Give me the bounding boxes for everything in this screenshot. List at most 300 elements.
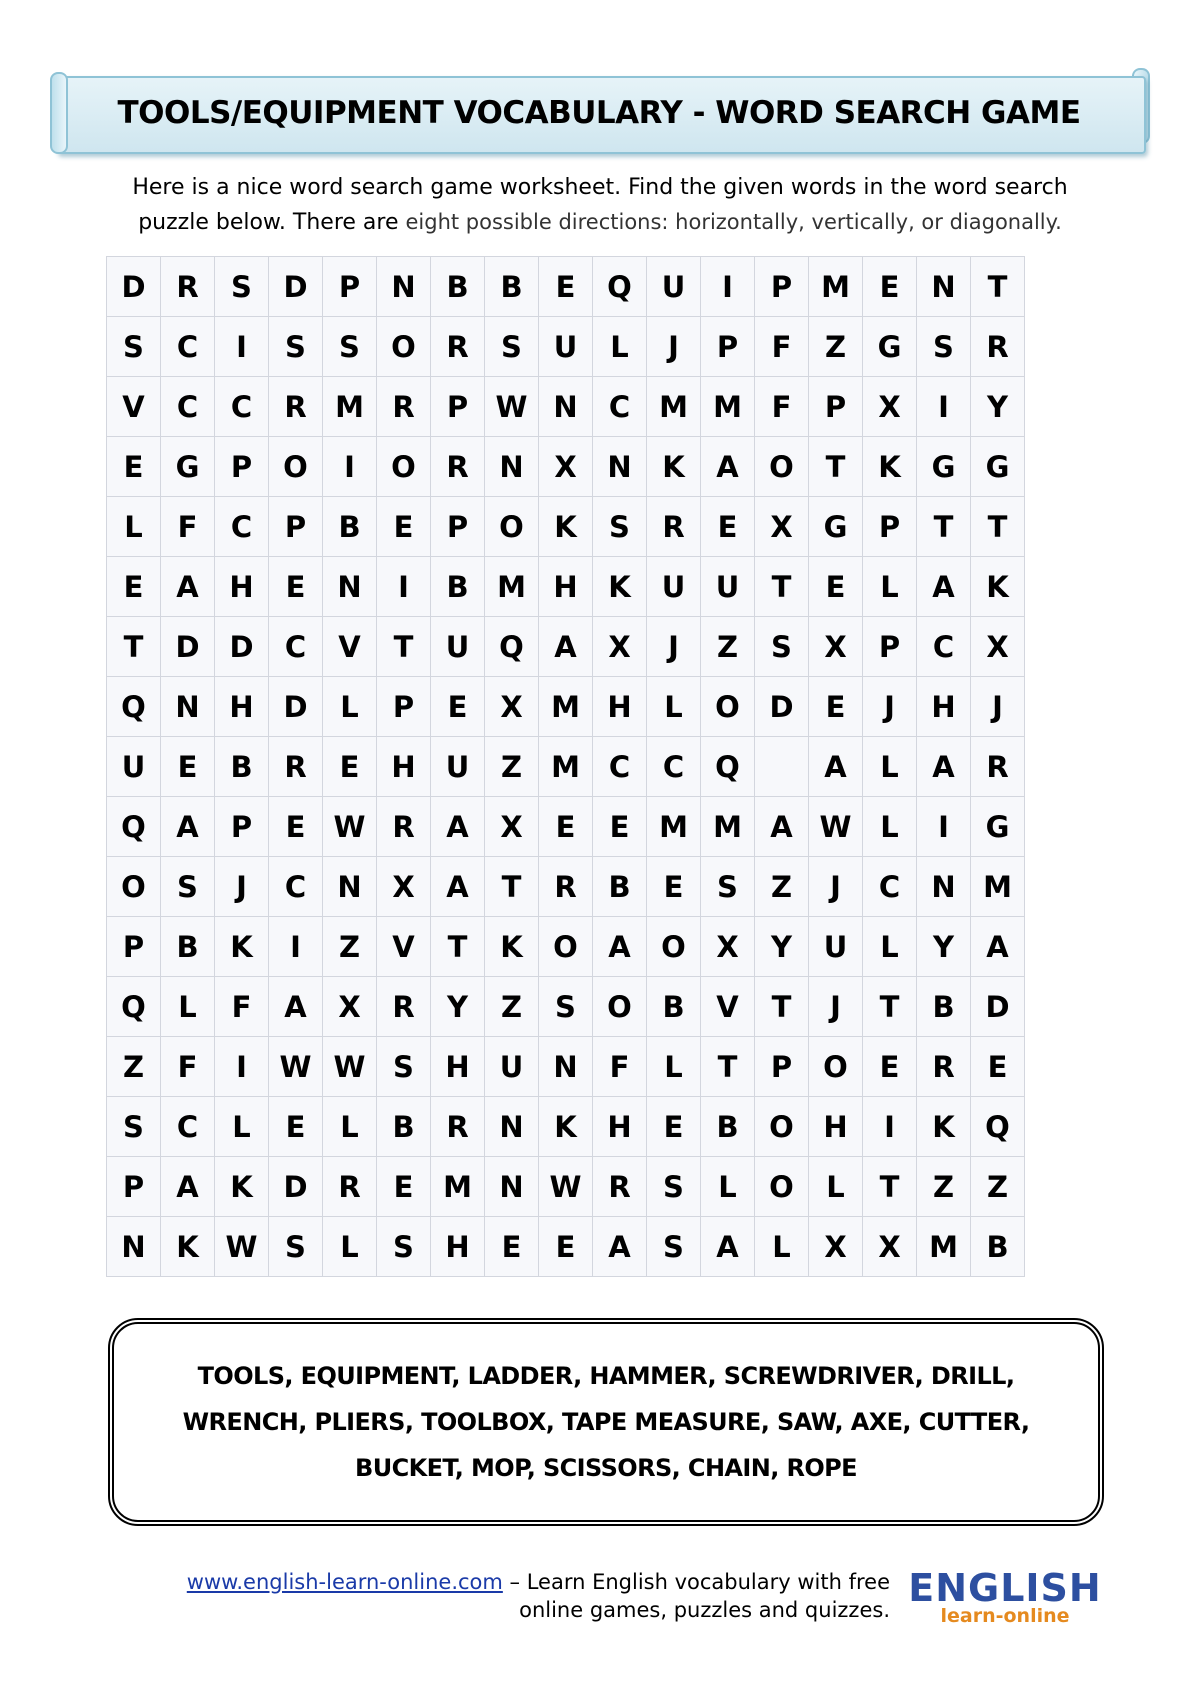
grid-cell[interactable]: S: [107, 317, 161, 377]
grid-cell[interactable]: P: [377, 677, 431, 737]
grid-cell[interactable]: P: [755, 1037, 809, 1097]
grid-cell[interactable]: K: [215, 917, 269, 977]
grid-cell[interactable]: C: [593, 737, 647, 797]
grid-cell[interactable]: S: [701, 857, 755, 917]
grid-cell[interactable]: P: [755, 257, 809, 317]
grid-cell[interactable]: Y: [917, 917, 971, 977]
grid-cell[interactable]: D: [161, 617, 215, 677]
grid-cell[interactable]: L: [161, 977, 215, 1037]
grid-cell[interactable]: O: [485, 497, 539, 557]
grid-cell[interactable]: S: [323, 317, 377, 377]
grid-cell[interactable]: W: [323, 1037, 377, 1097]
grid-cell[interactable]: A: [593, 917, 647, 977]
grid-cell[interactable]: J: [215, 857, 269, 917]
grid-cell[interactable]: J: [809, 977, 863, 1037]
grid-cell[interactable]: F: [593, 1037, 647, 1097]
grid-cell[interactable]: H: [215, 557, 269, 617]
grid-cell[interactable]: L: [323, 677, 377, 737]
grid-cell[interactable]: K: [863, 437, 917, 497]
grid-cell[interactable]: E: [647, 1097, 701, 1157]
grid-cell[interactable]: N: [161, 677, 215, 737]
grid-cell[interactable]: N: [107, 1217, 161, 1277]
grid-cell[interactable]: L: [701, 1157, 755, 1217]
grid-cell[interactable]: E: [539, 257, 593, 317]
instructions: [50, 170, 1150, 240]
grid-cell[interactable]: E: [809, 557, 863, 617]
grid-cell[interactable]: L: [863, 797, 917, 857]
grid-cell[interactable]: Z: [485, 737, 539, 797]
grid-cell[interactable]: A: [755, 797, 809, 857]
grid-cell[interactable]: P: [863, 497, 917, 557]
grid-cell[interactable]: E: [647, 857, 701, 917]
grid-cell[interactable]: M: [539, 677, 593, 737]
grid-cell[interactable]: C: [161, 317, 215, 377]
grid-cell[interactable]: D: [107, 257, 161, 317]
grid-cell[interactable]: E: [593, 797, 647, 857]
grid-cell[interactable]: Q: [593, 257, 647, 317]
grid-cell[interactable]: L: [863, 557, 917, 617]
grid-cell[interactable]: J: [809, 857, 863, 917]
grid-row: [107, 617, 1025, 677]
grid-cell[interactable]: B: [431, 557, 485, 617]
grid-cell[interactable]: O: [539, 917, 593, 977]
grid-cell[interactable]: E: [971, 1037, 1025, 1097]
grid-cell[interactable]: W: [485, 377, 539, 437]
grid-cell[interactable]: P: [215, 797, 269, 857]
grid-cell[interactable]: U: [539, 317, 593, 377]
grid-cell[interactable]: S: [485, 317, 539, 377]
grid-cell[interactable]: E: [269, 797, 323, 857]
grid-cell[interactable]: S: [377, 1037, 431, 1097]
grid-cell[interactable]: Q: [701, 737, 755, 797]
grid-cell[interactable]: N: [539, 1037, 593, 1097]
grid-cell[interactable]: R: [917, 1037, 971, 1097]
grid-cell[interactable]: Q: [485, 617, 539, 677]
grid-cell[interactable]: N: [917, 257, 971, 317]
word-list-box: [108, 1318, 1104, 1526]
grid-cell[interactable]: Z: [107, 1037, 161, 1097]
grid-cell[interactable]: A: [917, 557, 971, 617]
grid-cell[interactable]: Q: [107, 797, 161, 857]
grid-cell[interactable]: L: [647, 1037, 701, 1097]
grid-cell[interactable]: M: [971, 857, 1025, 917]
grid-cell[interactable]: O: [755, 1097, 809, 1157]
grid-cell[interactable]: L: [323, 1217, 377, 1277]
grid-cell[interactable]: H: [593, 677, 647, 737]
grid-cell[interactable]: U: [701, 557, 755, 617]
grid-cell[interactable]: W: [809, 797, 863, 857]
grid-cell[interactable]: X: [323, 977, 377, 1037]
grid-cell[interactable]: O: [377, 317, 431, 377]
grid-cell[interactable]: U: [431, 617, 485, 677]
grid-cell[interactable]: B: [431, 257, 485, 317]
grid-cell[interactable]: C: [647, 737, 701, 797]
grid-cell[interactable]: E: [701, 497, 755, 557]
grid-cell[interactable]: I: [215, 1037, 269, 1097]
grid-cell[interactable]: A: [269, 977, 323, 1037]
grid-cell[interactable]: A: [431, 797, 485, 857]
grid-cell[interactable]: S: [269, 1217, 323, 1277]
grid-cell[interactable]: A: [593, 1217, 647, 1277]
grid-cell[interactable]: X: [701, 917, 755, 977]
grid-cell[interactable]: T: [377, 617, 431, 677]
grid-cell[interactable]: G: [161, 437, 215, 497]
grid-cell[interactable]: C: [593, 377, 647, 437]
grid-cell[interactable]: X: [971, 617, 1025, 677]
grid-cell[interactable]: H: [809, 1097, 863, 1157]
grid-cell[interactable]: N: [593, 437, 647, 497]
grid-cell[interactable]: M: [647, 797, 701, 857]
grid-cell[interactable]: C: [161, 1097, 215, 1157]
grid-cell[interactable]: U: [431, 737, 485, 797]
grid-cell[interactable]: T: [485, 857, 539, 917]
grid-cell[interactable]: T: [863, 977, 917, 1037]
grid-cell[interactable]: I: [323, 437, 377, 497]
grid-cell[interactable]: H: [431, 1037, 485, 1097]
grid-cell[interactable]: R: [323, 1157, 377, 1217]
grid-cell[interactable]: T: [107, 617, 161, 677]
grid-cell[interactable]: O: [593, 977, 647, 1037]
grid-cell[interactable]: B: [593, 857, 647, 917]
grid-cell[interactable]: H: [377, 737, 431, 797]
grid-cell[interactable]: L: [809, 1157, 863, 1217]
instructions-line-1: Here is a nice word search game worksheet. Find the given words in the word search: [132, 175, 1068, 200]
grid-cell[interactable]: S: [107, 1097, 161, 1157]
grid-cell[interactable]: L: [215, 1097, 269, 1157]
grid-cell[interactable]: R: [269, 377, 323, 437]
grid-cell[interactable]: S: [755, 617, 809, 677]
grid-cell[interactable]: Y: [431, 977, 485, 1037]
grid-cell[interactable]: X: [809, 617, 863, 677]
grid-cell[interactable]: G: [971, 797, 1025, 857]
grid-cell[interactable]: E: [809, 677, 863, 737]
grid-cell[interactable]: P: [431, 377, 485, 437]
grid-cell[interactable]: K: [215, 1157, 269, 1217]
grid-cell[interactable]: K: [539, 497, 593, 557]
grid-cell[interactable]: J: [971, 677, 1025, 737]
grid-cell[interactable]: C: [215, 377, 269, 437]
grid-cell[interactable]: R: [431, 317, 485, 377]
grid-cell[interactable]: E: [863, 257, 917, 317]
grid-cell[interactable]: B: [971, 1217, 1025, 1277]
grid-cell[interactable]: T: [863, 1157, 917, 1217]
grid-cell[interactable]: Z: [755, 857, 809, 917]
grid-cell[interactable]: T: [971, 257, 1025, 317]
grid-cell[interactable]: U: [485, 1037, 539, 1097]
grid-cell[interactable]: M: [917, 1217, 971, 1277]
grid-cell[interactable]: Q: [107, 677, 161, 737]
grid-cell[interactable]: G: [809, 497, 863, 557]
grid-cell[interactable]: R: [971, 317, 1025, 377]
grid-cell[interactable]: P: [701, 317, 755, 377]
grid-cell[interactable]: M: [323, 377, 377, 437]
grid-cell[interactable]: C: [917, 617, 971, 677]
grid-cell[interactable]: E: [539, 1217, 593, 1277]
grid-cell[interactable]: N: [485, 437, 539, 497]
grid-cell[interactable]: S: [377, 1217, 431, 1277]
grid-cell[interactable]: L: [863, 917, 917, 977]
grid-cell[interactable]: H: [215, 677, 269, 737]
grid-cell[interactable]: L: [647, 677, 701, 737]
grid-cell[interactable]: M: [701, 797, 755, 857]
grid-cell[interactable]: O: [755, 1157, 809, 1217]
grid-cell[interactable]: Y: [755, 917, 809, 977]
grid-cell[interactable]: J: [863, 677, 917, 737]
grid-cell[interactable]: P: [863, 617, 917, 677]
grid-cell[interactable]: K: [917, 1097, 971, 1157]
grid-cell[interactable]: A: [701, 1217, 755, 1277]
grid-cell[interactable]: D: [755, 677, 809, 737]
grid-cell[interactable]: P: [107, 1157, 161, 1217]
grid-cell[interactable]: M: [647, 377, 701, 437]
grid-cell[interactable]: C: [215, 497, 269, 557]
grid-cell[interactable]: Z: [917, 1157, 971, 1217]
grid-cell[interactable]: X: [377, 857, 431, 917]
grid-cell[interactable]: G: [971, 437, 1025, 497]
grid-cell[interactable]: E: [323, 737, 377, 797]
grid-cell[interactable]: S: [917, 317, 971, 377]
grid-cell[interactable]: B: [701, 1097, 755, 1157]
grid-cell[interactable]: A: [809, 737, 863, 797]
grid-cell[interactable]: V: [323, 617, 377, 677]
grid-cell[interactable]: T: [755, 557, 809, 617]
grid-cell[interactable]: P: [323, 257, 377, 317]
grid-cell[interactable]: C: [269, 857, 323, 917]
grid-cell[interactable]: N: [539, 377, 593, 437]
grid-cell[interactable]: D: [971, 977, 1025, 1037]
grid-cell[interactable]: I: [377, 557, 431, 617]
grid-cell[interactable]: A: [539, 617, 593, 677]
grid-cell[interactable]: Q: [107, 977, 161, 1037]
grid-cell[interactable]: L: [593, 317, 647, 377]
grid-cell[interactable]: [755, 737, 809, 797]
grid-cell[interactable]: M: [809, 257, 863, 317]
grid-cell[interactable]: E: [377, 1157, 431, 1217]
grid-cell[interactable]: I: [701, 257, 755, 317]
grid-cell[interactable]: X: [485, 797, 539, 857]
grid-cell[interactable]: W: [269, 1037, 323, 1097]
grid-row: [107, 1037, 1025, 1097]
grid-cell[interactable]: Z: [323, 917, 377, 977]
grid-cell[interactable]: A: [161, 797, 215, 857]
grid-cell[interactable]: P: [431, 497, 485, 557]
grid-cell[interactable]: R: [539, 857, 593, 917]
grid-cell[interactable]: R: [161, 257, 215, 317]
grid-cell[interactable]: A: [431, 857, 485, 917]
grid-cell[interactable]: O: [809, 1037, 863, 1097]
grid-cell[interactable]: X: [809, 1217, 863, 1277]
grid-cell[interactable]: A: [701, 437, 755, 497]
grid-cell[interactable]: P: [107, 917, 161, 977]
grid-cell[interactable]: A: [161, 557, 215, 617]
grid-cell[interactable]: K: [485, 917, 539, 977]
grid-cell[interactable]: E: [863, 1037, 917, 1097]
grid-cell[interactable]: X: [593, 617, 647, 677]
grid-cell[interactable]: V: [377, 917, 431, 977]
grid-cell[interactable]: T: [431, 917, 485, 977]
grid-cell[interactable]: E: [269, 557, 323, 617]
grid-cell[interactable]: K: [647, 437, 701, 497]
grid-cell[interactable]: O: [107, 857, 161, 917]
grid-cell[interactable]: Z: [485, 977, 539, 1037]
grid-cell[interactable]: D: [215, 617, 269, 677]
grid-cell[interactable]: B: [647, 977, 701, 1037]
grid-cell[interactable]: N: [485, 1157, 539, 1217]
grid-cell[interactable]: K: [539, 1097, 593, 1157]
grid-cell[interactable]: A: [161, 1157, 215, 1217]
grid-cell[interactable]: E: [377, 497, 431, 557]
grid-cell[interactable]: R: [269, 737, 323, 797]
grid-row: [107, 917, 1025, 977]
grid-cell[interactable]: N: [377, 257, 431, 317]
grid-cell[interactable]: D: [269, 1157, 323, 1217]
logo-main-text: ENGLISH: [908, 1566, 1102, 1610]
site-link[interactable]: www.english-learn-online.com: [186, 1570, 503, 1594]
grid-cell[interactable]: W: [215, 1217, 269, 1277]
grid-cell[interactable]: M: [701, 377, 755, 437]
footer-line-1: [110, 1568, 890, 1596]
grid-cell[interactable]: C: [269, 617, 323, 677]
grid-cell[interactable]: R: [377, 377, 431, 437]
grid-cell[interactable]: K: [971, 557, 1025, 617]
grid-cell[interactable]: H: [917, 677, 971, 737]
grid-cell[interactable]: D: [269, 257, 323, 317]
grid-cell[interactable]: O: [647, 917, 701, 977]
grid-cell[interactable]: U: [647, 557, 701, 617]
grid-cell[interactable]: H: [593, 1097, 647, 1157]
grid-cell[interactable]: R: [431, 437, 485, 497]
grid-cell[interactable]: G: [863, 317, 917, 377]
grid-cell[interactable]: T: [917, 497, 971, 557]
grid-cell[interactable]: X: [485, 677, 539, 737]
grid-cell[interactable]: L: [107, 497, 161, 557]
grid-cell[interactable]: L: [323, 1097, 377, 1157]
grid-cell[interactable]: D: [269, 677, 323, 737]
grid-cell[interactable]: B: [215, 737, 269, 797]
grid-cell[interactable]: Z: [971, 1157, 1025, 1217]
grid-cell[interactable]: T: [755, 977, 809, 1037]
grid-cell[interactable]: L: [755, 1217, 809, 1277]
grid-cell[interactable]: B: [377, 1097, 431, 1157]
grid-cell[interactable]: K: [161, 1217, 215, 1277]
grid-cell[interactable]: S: [647, 1217, 701, 1277]
grid-cell[interactable]: X: [755, 497, 809, 557]
grid-cell[interactable]: R: [377, 977, 431, 1037]
grid-cell[interactable]: S: [161, 857, 215, 917]
grid-cell[interactable]: F: [755, 317, 809, 377]
grid-row: [107, 857, 1025, 917]
grid-cell[interactable]: Z: [701, 617, 755, 677]
grid-cell[interactable]: H: [431, 1217, 485, 1277]
grid-cell[interactable]: J: [647, 617, 701, 677]
grid-cell[interactable]: S: [647, 1157, 701, 1217]
grid-cell[interactable]: Q: [971, 1097, 1025, 1157]
grid-cell[interactable]: B: [917, 977, 971, 1037]
grid-cell[interactable]: E: [269, 1097, 323, 1157]
grid-cell[interactable]: H: [539, 557, 593, 617]
grid-cell[interactable]: U: [809, 917, 863, 977]
grid-cell[interactable]: X: [539, 437, 593, 497]
grid-cell[interactable]: F: [215, 977, 269, 1037]
grid-cell[interactable]: F: [755, 377, 809, 437]
grid-cell[interactable]: A: [971, 917, 1025, 977]
grid-cell[interactable]: U: [647, 257, 701, 317]
grid-cell[interactable]: P: [809, 377, 863, 437]
grid-cell[interactable]: F: [161, 1037, 215, 1097]
grid-cell[interactable]: Y: [971, 377, 1025, 437]
grid-cell[interactable]: I: [917, 377, 971, 437]
grid-cell[interactable]: G: [917, 437, 971, 497]
grid-cell[interactable]: L: [863, 737, 917, 797]
grid-cell[interactable]: P: [269, 497, 323, 557]
grid-cell[interactable]: E: [485, 1217, 539, 1277]
grid-cell[interactable]: T: [701, 1037, 755, 1097]
grid-cell[interactable]: R: [971, 737, 1025, 797]
footer: [110, 1568, 890, 1624]
grid-cell[interactable]: E: [161, 737, 215, 797]
grid-cell[interactable]: B: [323, 497, 377, 557]
grid-cell[interactable]: M: [431, 1157, 485, 1217]
grid-cell[interactable]: O: [377, 437, 431, 497]
grid-cell[interactable]: S: [269, 317, 323, 377]
grid-cell[interactable]: U: [107, 737, 161, 797]
grid-cell[interactable]: W: [539, 1157, 593, 1217]
grid-cell[interactable]: N: [323, 857, 377, 917]
grid-cell[interactable]: V: [107, 377, 161, 437]
grid-cell[interactable]: O: [701, 677, 755, 737]
grid-cell[interactable]: E: [431, 677, 485, 737]
grid-cell[interactable]: Z: [809, 317, 863, 377]
grid-cell[interactable]: I: [269, 917, 323, 977]
grid-cell[interactable]: V: [701, 977, 755, 1037]
grid-cell[interactable]: T: [971, 497, 1025, 557]
grid-cell[interactable]: R: [377, 797, 431, 857]
grid-cell[interactable]: S: [215, 257, 269, 317]
grid-cell[interactable]: S: [539, 977, 593, 1037]
grid-cell[interactable]: M: [539, 737, 593, 797]
grid-cell[interactable]: C: [161, 377, 215, 437]
grid-cell[interactable]: B: [161, 917, 215, 977]
grid-cell[interactable]: E: [107, 557, 161, 617]
grid-cell[interactable]: O: [269, 437, 323, 497]
grid-cell[interactable]: R: [647, 497, 701, 557]
grid-cell[interactable]: X: [863, 377, 917, 437]
grid-cell[interactable]: J: [647, 317, 701, 377]
grid-cell[interactable]: I: [863, 1097, 917, 1157]
grid-cell[interactable]: N: [485, 1097, 539, 1157]
grid-cell[interactable]: N: [323, 557, 377, 617]
grid-cell[interactable]: I: [917, 797, 971, 857]
grid-cell[interactable]: R: [593, 1157, 647, 1217]
grid-cell[interactable]: B: [485, 257, 539, 317]
grid-cell[interactable]: X: [863, 1217, 917, 1277]
grid-cell[interactable]: I: [215, 317, 269, 377]
grid-cell[interactable]: E: [107, 437, 161, 497]
grid-cell[interactable]: K: [593, 557, 647, 617]
grid-cell[interactable]: N: [917, 857, 971, 917]
grid-cell[interactable]: T: [809, 437, 863, 497]
grid-cell[interactable]: E: [539, 797, 593, 857]
grid-cell[interactable]: P: [215, 437, 269, 497]
grid-cell[interactable]: A: [917, 737, 971, 797]
grid-cell[interactable]: F: [161, 497, 215, 557]
grid-cell[interactable]: C: [863, 857, 917, 917]
grid-cell[interactable]: R: [431, 1097, 485, 1157]
grid-cell[interactable]: M: [485, 557, 539, 617]
grid-cell[interactable]: W: [323, 797, 377, 857]
grid-cell[interactable]: S: [593, 497, 647, 557]
grid-cell[interactable]: O: [755, 437, 809, 497]
